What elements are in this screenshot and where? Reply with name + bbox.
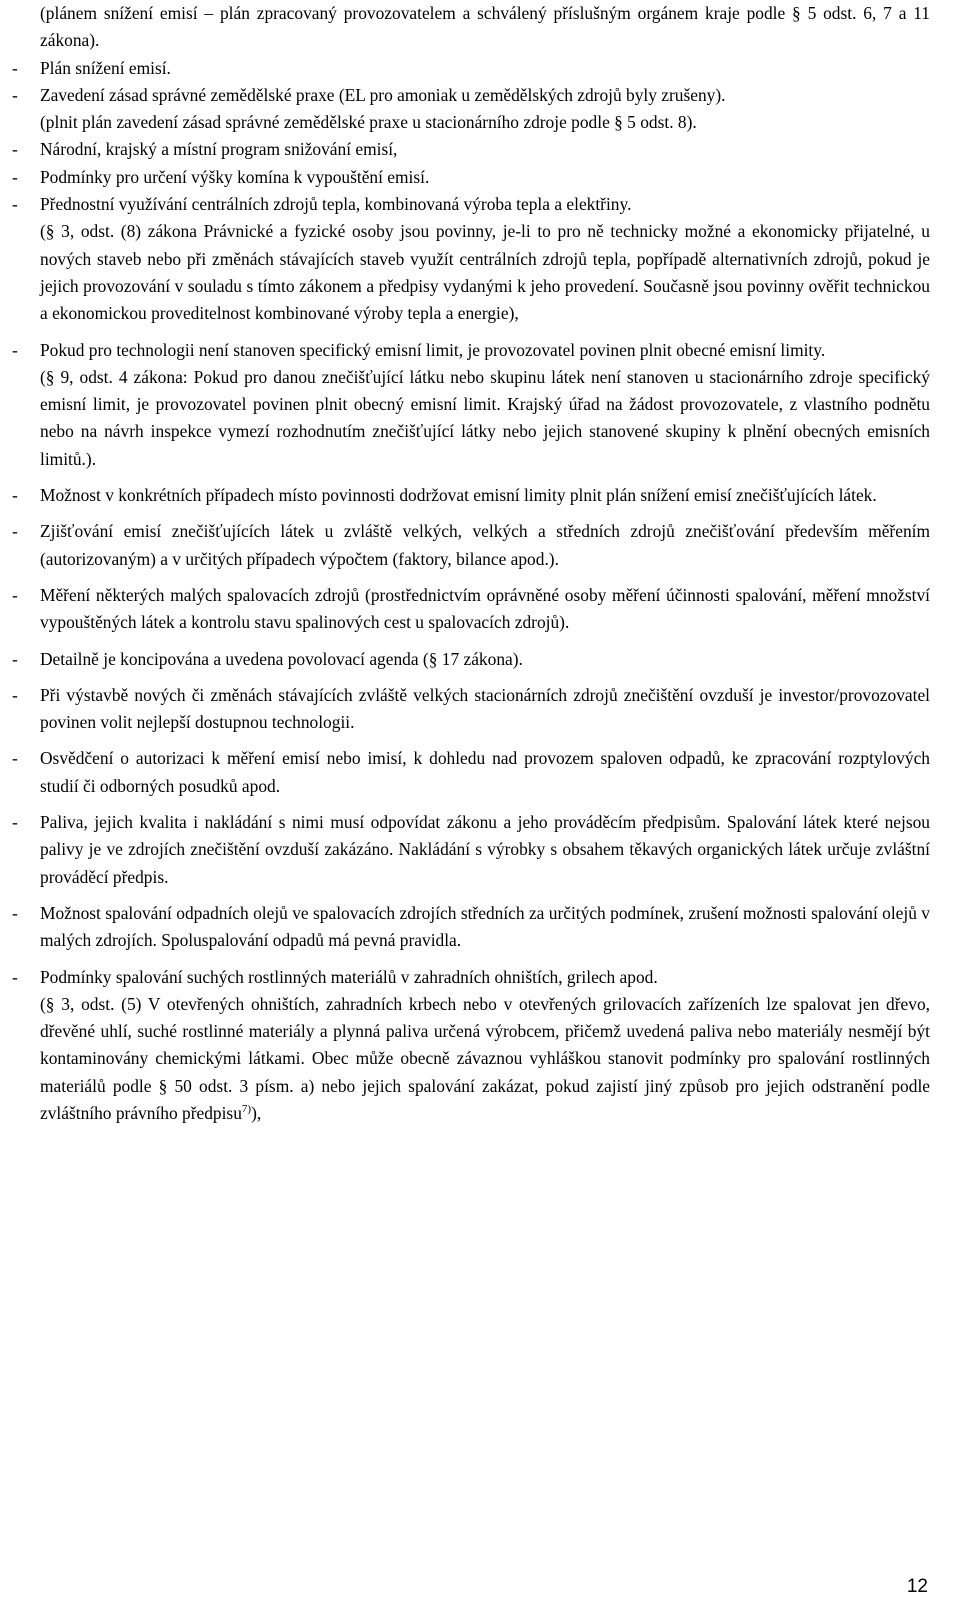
bullet-item [12,164,930,191]
paragraph-content: (§ 3, odst. (8) zákona Právnické a fyzické osoby jsou povinny, je-li to pro ně technicky možné a ekonomicky přijatelné, u nových staveb nebo při změnách stávajících staveb využít centrálních zdrojů tepla, popřípadě alternativních zdrojů, pokud je jejich provozování v souladu s tímto zákonem a předpisy vydanými k jeho provedení. Současně jsou povinny ověřit technickou a ekonomickou proveditelnost kombinované výroby tepla a energie), [40,221,930,324]
bullet-item [12,646,930,673]
bullet-item [12,682,930,737]
bullet-dash: - [12,748,18,769]
paragraph-content: Osvědčení o autorizaci k měření emisí nebo imisí, k dohledu nad provozem spaloven odpadů, ke zpracování rozptylových studií či odborných posudků apod. [40,748,930,796]
paragraph-content: Detailně je koncipována a uvedena povolovací agenda (§ 17 zákona). [40,648,523,669]
bullet-item [12,900,930,955]
bullet-dash: - [12,139,18,160]
bullet-item [12,582,930,637]
bullet-dash: - [12,485,18,506]
paragraph-content: (§ 9, odst. 4 zákona: Pokud pro danou znečišťující látku nebo skupinu látek není stanoven u stacionárního zdroje specifický emisní limit, je provozovatel povinen plnit obecný emisní limit. Krajský úřad na žádost provozovatele, z vlastního podnětu nebo na návrh inspekce vymezí rozhodnutím znečišťující látky nebo jejich stanovené skupiny k plnění obecných emisních limitů.). [40,366,930,469]
bullet-item [12,82,930,109]
bullet-dash: - [12,812,18,833]
paragraph-content: Přednostní využívání centrálních zdrojů tepla, kombinovaná výroba tepla a elektřiny. [40,194,632,215]
bullet-dash: - [12,521,18,542]
paragraph-text [12,0,930,55]
bullet-dash: - [12,194,18,215]
bullet-dash: - [12,648,18,669]
paragraph-content: Pokud pro technologii není stanoven specifický emisní limit, je provozovatel povinen plnit obecné emisní limity. [40,339,826,360]
bullet-dash: - [12,902,18,923]
bullet-item [12,337,930,364]
paragraph-content: Při výstavbě nových či změnách stávajících zvláště velkých stacionárních zdrojů znečištění ovzduší je investor/provozovatel povinen volit nejlepší dostupnou technologii. [40,684,930,733]
bullet-dash: - [12,339,18,360]
paragraph-content: Zavedení zásad správné zemědělské praxe (EL pro amoniak u zemědělských zdrojů byly zrušeny). [40,84,726,105]
bullet-dash: - [12,684,18,705]
paragraph-content: Možnost spalování odpadních olejů ve spalovacích zdrojích středních za určitých podmínek, zrušení možnosti spalování olejů v malých zdrojích. Spoluspalování odpadů má pevná pravidla. [40,902,930,951]
bullet-item [12,136,930,163]
document-body [12,0,930,1127]
paragraph-text [12,109,930,136]
paragraph-text [12,218,930,327]
paragraph-text [12,991,930,1127]
bullet-item [12,518,930,573]
paragraph-content: (plnit plán zavedení zásad správné zemědělské praxe u stacionárního zdroje podle § 5 odst. 8). [40,112,697,133]
bullet-dash: - [12,166,18,187]
bullet-item [12,482,930,509]
paragraph-content: Národní, krajský a místní program snižování emisí, [40,139,398,160]
bullet-dash: - [12,84,18,105]
paragraph-content: Měření některých malých spalovacích zdrojů (prostřednictvím oprávněné osoby měření účinnosti spalování, měření množství vypouštěných látek a kontrolu stavu spalinových cest u spalovacích zdrojů). [40,584,930,633]
bullet-item [12,809,930,891]
paragraph-text [12,364,930,473]
bullet-item [12,964,930,991]
paragraph-content: Podmínky spalování suchých rostlinných materiálů v zahradních ohništích, grilech apod. [40,966,658,987]
paragraph-content: Plán snížení emisí. [40,57,171,78]
bullet-item [12,55,930,82]
bullet-dash: - [12,966,18,987]
paragraph-content: (§ 3, odst. (5) V otevřených ohništích, zahradních krbech nebo v otevřených grilovacích zařízeních lze spalovat jen dřevo, dřevěné uhlí, suché rostlinné materiály a plynná paliva určená výrobcem, přičemž uvedená paliva nebo materiály nesmějí být kontaminovány chemickými látkami. Obec může obecně závaznou vyhláškou stanovit podmínky pro spalování rostlinných materiálů podle § 50 odst. 3 písm. a) nebo jejich spalování zakázat, pokud zajistí jiný způsob pro jejich odstranění podle zvláštního právního předpisu [40,993,930,1123]
bullet-dash: - [12,584,18,605]
bullet-dash: - [12,57,18,78]
footnote-ref: 7) [241,1103,252,1116]
paragraph-content: Možnost v konkrétních případech místo povinnosti dodržovat emisní limity plnit plán snížení emisí znečišťujících látek. [40,485,877,506]
page-number: 12 [906,1576,928,1597]
paragraph-content: (plánem snížení emisí – plán zpracovaný provozovatelem a schválený příslušným orgánem kraje podle § 5 odst. 6, 7 a 11 zákona). [40,3,930,51]
bullet-item [12,745,930,800]
paragraph-content: Podmínky pro určení výšky komína k vypouštění emisí. [40,166,430,187]
paragraph-content: Zjišťování emisí znečišťujících látek u zvláště velkých, velkých a středních zdrojů znečišťování především měřením (autorizovaným) a v určitých případech výpočtem (faktory, bilance apod.). [40,521,930,569]
paragraph-tail: ), [251,1102,262,1123]
bullet-item [12,191,930,218]
paragraph-content: Paliva, jejich kvalita i nakládání s nimi musí odpovídat zákonu a jeho prováděcím předpisům. Spalování látek které nejsou palivy je ve zdrojích znečištění ovzduší zakázáno. Nakládání s výrobky s obsahem těkavých organických látek určuje zvláštní prováděcí předpis. [40,812,930,887]
